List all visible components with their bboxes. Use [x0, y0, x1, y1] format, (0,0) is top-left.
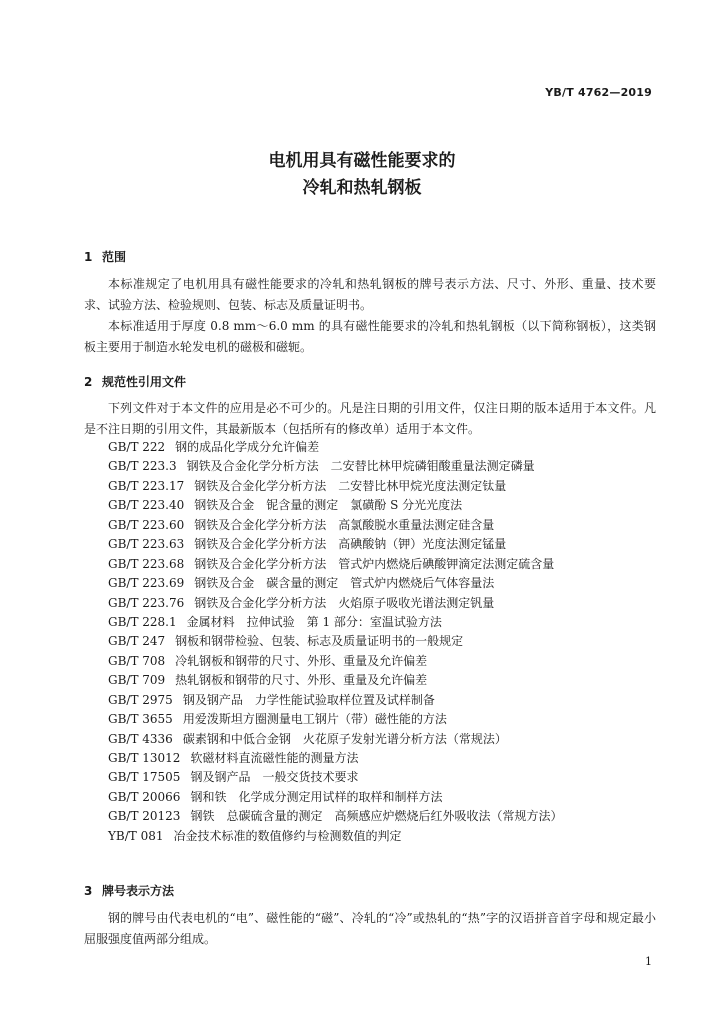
reference-code: GB/T 228.1	[108, 614, 177, 629]
reference-item	[108, 477, 562, 496]
section-2-paragraph-1: 下列文件对于本文件的应用是必不可少的。凡是注日期的引用文件，仅注日期的版本适用于本文件。凡是不注日期的引用文件，其最新版本（包括所有的修改单）适用于本文件。	[84, 401, 656, 436]
reference-item	[108, 457, 562, 476]
section-number: 1	[84, 250, 93, 264]
reference-title: 热轧钢板和钢带的尺寸、外形、重量及允许偏差	[175, 673, 428, 688]
reference-title: 钢及钢产品 力学性能试验取样位置及试样制备	[182, 692, 435, 707]
reference-title: 金属材料 拉伸试验 第 1 部分：室温试验方法	[186, 614, 442, 629]
reference-code: GB/T 17505	[108, 770, 181, 785]
reference-title: 钢铁及合金化学分析方法 高碘酸钠（钾）光度法测定锰量	[194, 537, 507, 552]
reference-title: 软磁材料直流磁性能的测量方法	[190, 751, 359, 765]
reference-title: 钢和铁 化学成分测定用试样的取样和制样方法	[190, 789, 443, 804]
reference-code: GB/T 223.40	[108, 498, 185, 513]
page-number: 1	[645, 955, 652, 968]
reference-code: YB/T 081	[108, 828, 164, 843]
reference-code: GB/T 4336	[108, 731, 173, 746]
section-2-heading	[84, 373, 186, 390]
section-3-paragraph-1: 钢的牌号由代表电机的“电”、磁性能的“磁”、冷轧的“冷”或热轧的“热”字的汉语拼音首字母和规定最小屈服强度值两部分组成。	[84, 911, 656, 946]
document-code: YB/T 4762—2019	[545, 86, 652, 99]
reference-title: 钢铁及合金化学分析方法 二安替比林甲烷磷钼酸重量法测定磷量	[186, 459, 535, 474]
section-title: 规范性引用文件	[102, 375, 187, 389]
reference-code: GB/T 708	[108, 653, 166, 668]
section-number: 2	[84, 375, 93, 389]
reference-title: 冷轧钢板和钢带的尺寸、外形、重量及允许偏差	[175, 653, 428, 668]
reference-title: 钢铁及合金化学分析方法 火焰原子吸收光谱法测定钒量	[194, 595, 495, 610]
normative-references-list	[108, 438, 562, 846]
reference-title: 钢铁及合金化学分析方法 管式炉内燃烧后碘酸钾滴定法测定硫含量	[194, 556, 555, 571]
reference-item	[108, 613, 562, 632]
reference-title: 钢铁及合金 铌含量的测定 氯磺酚 S 分光光度法	[194, 498, 463, 513]
reference-code: GB/T 2975	[108, 692, 173, 707]
reference-code: GB/T 223.69	[108, 576, 185, 591]
reference-code: GB/T 3655	[108, 712, 173, 727]
document-title	[0, 148, 724, 202]
reference-item	[108, 730, 562, 749]
reference-item	[108, 788, 562, 807]
reference-code: GB/T 247	[108, 634, 166, 649]
reference-item	[108, 574, 562, 593]
reference-title: 碳素钢和中低合金钢 火花原子发射光谱分析方法（常规法）	[182, 731, 507, 746]
reference-title: 钢铁及合金 碳含量的测定 管式炉内燃烧后气体容量法	[194, 576, 495, 591]
reference-code: GB/T 222	[108, 440, 166, 454]
reference-code: GB/T 709	[108, 673, 166, 688]
reference-item	[108, 438, 562, 457]
reference-title: 钢板和钢带检验、包装、标志及质量证明书的一般规定	[175, 634, 464, 649]
section-1-paragraph-2: 本标准适用于厚度 0.8 mm～6.0 mm 的具有磁性能要求的冷轧和热轧钢板（以下简称钢板），这类钢板主要用于制造水轮发电机的磁极和磁轭。	[84, 319, 656, 354]
reference-title: 用爱泼斯坦方圈测量电工钢片（带）磁性能的方法	[182, 712, 447, 727]
section-title: 范围	[102, 250, 127, 264]
reference-code: GB/T 223.3	[108, 459, 177, 474]
section-3-heading	[84, 882, 174, 899]
reference-code: GB/T 20066	[108, 789, 181, 804]
reference-code: GB/T 223.68	[108, 556, 185, 571]
reference-item	[108, 535, 562, 554]
section-1-paragraph-1: 本标准规定了电机用具有磁性能要求的冷轧和热轧钢板的牌号表示方法、尺寸、外形、重量、技术要求、试验方法、检验规则、包装、标志及质量证明书。	[84, 277, 656, 312]
reference-title: 钢铁及合金化学分析方法 二安替比林甲烷光度法测定钛量	[194, 478, 507, 493]
section-title: 牌号表示方法	[102, 884, 175, 898]
reference-code: GB/T 223.17	[108, 478, 185, 493]
reference-item	[108, 555, 562, 574]
reference-code: GB/T 13012	[108, 751, 181, 765]
section-1-heading	[84, 248, 126, 265]
reference-code: GB/T 223.76	[108, 595, 185, 610]
reference-title: 钢及钢产品 一般交货技术要求	[190, 770, 359, 785]
reference-title: 钢的成品化学成分允许偏差	[175, 440, 320, 454]
reference-item	[108, 516, 562, 535]
reference-item	[108, 710, 562, 729]
reference-item	[108, 594, 562, 613]
reference-item	[108, 807, 562, 826]
reference-item	[108, 827, 562, 846]
section-number: 3	[84, 884, 93, 898]
reference-item	[108, 691, 562, 710]
title-line-1: 电机用具有磁性能要求的	[268, 151, 456, 171]
reference-title: 冶金技术标准的数值修约与检测数值的判定	[173, 828, 402, 843]
reference-title: 钢铁及合金化学分析方法 高氯酸脱水重量法测定硅含量	[194, 517, 495, 532]
reference-item	[108, 671, 562, 690]
reference-title: 钢铁 总碳硫含量的测定 高频感应炉燃烧后红外吸收法（常规方法）	[190, 809, 563, 824]
reference-item	[108, 632, 562, 651]
reference-item	[108, 652, 562, 671]
reference-code: GB/T 223.63	[108, 537, 185, 552]
reference-code: GB/T 20123	[108, 809, 181, 824]
reference-item	[108, 749, 562, 768]
reference-item	[108, 496, 562, 515]
reference-code: GB/T 223.60	[108, 517, 185, 532]
reference-item	[108, 768, 562, 787]
title-line-2: 冷轧和热轧钢板	[302, 178, 422, 198]
